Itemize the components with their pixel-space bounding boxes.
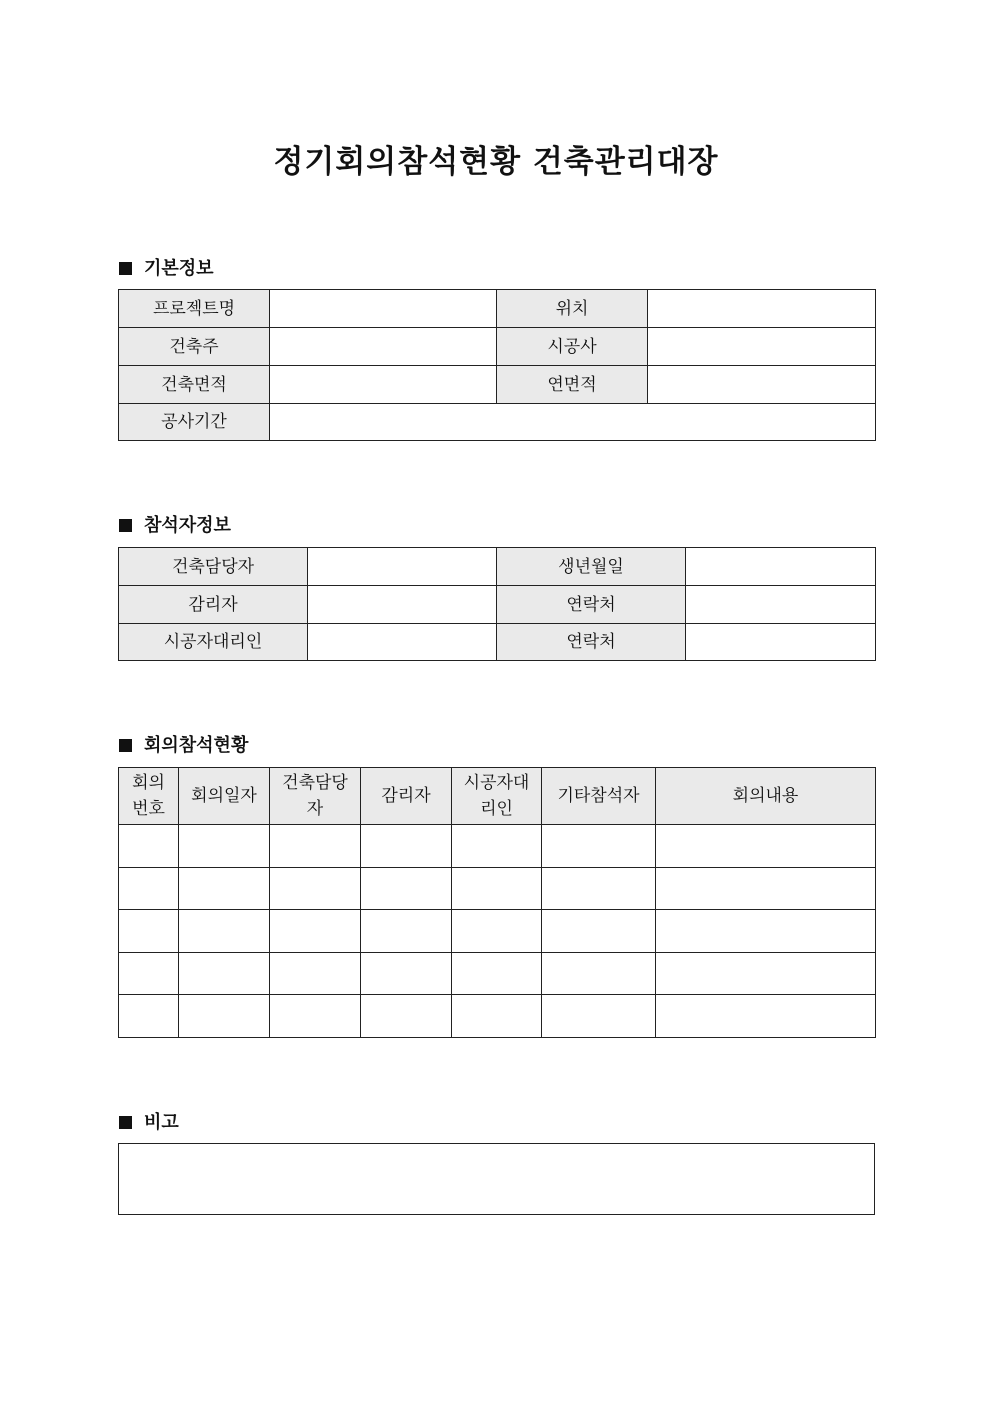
- label-location: 위치: [497, 290, 648, 328]
- architect-field[interactable]: [308, 548, 497, 586]
- section-basic-heading: [119, 254, 214, 280]
- table-cell[interactable]: [270, 910, 361, 953]
- table-row: [119, 910, 876, 953]
- table-cell[interactable]: [656, 868, 876, 910]
- table-cell[interactable]: [656, 995, 876, 1038]
- section-meeting-label: 회의참석현황: [144, 735, 249, 756]
- table-cell[interactable]: [656, 953, 876, 995]
- section-attendee-label: 참석자정보: [144, 515, 231, 536]
- supervisor-field[interactable]: [308, 586, 497, 624]
- table-row: [119, 953, 876, 995]
- table-cell[interactable]: [179, 825, 270, 868]
- contractor-rep-field[interactable]: [308, 624, 497, 661]
- label-total-floor-area: 연면적: [497, 366, 648, 404]
- table-cell[interactable]: [656, 910, 876, 953]
- table-cell[interactable]: [542, 953, 656, 995]
- table-cell[interactable]: [119, 825, 179, 868]
- table-cell[interactable]: [361, 953, 452, 995]
- table-cell[interactable]: [656, 825, 876, 868]
- label-architect: 건축담당자: [119, 548, 308, 586]
- table-cell[interactable]: [179, 953, 270, 995]
- table-cell[interactable]: [270, 995, 361, 1038]
- table-cell[interactable]: [452, 953, 542, 995]
- section-attendee-heading: [119, 511, 231, 537]
- contact-2-field[interactable]: [686, 624, 876, 661]
- total-floor-area-field[interactable]: [648, 366, 876, 404]
- section-remarks-heading: [119, 1108, 179, 1134]
- table-cell[interactable]: [119, 953, 179, 995]
- col-header-meeting-no: 회의 번호: [119, 768, 179, 825]
- meeting-attendance-table: [118, 767, 876, 1038]
- table-cell[interactable]: [119, 868, 179, 910]
- table-cell[interactable]: [542, 868, 656, 910]
- table-cell[interactable]: [361, 868, 452, 910]
- square-bullet-icon: [119, 519, 132, 532]
- table-cell[interactable]: [270, 868, 361, 910]
- remarks-field[interactable]: [119, 1144, 875, 1215]
- square-bullet-icon: [119, 739, 132, 752]
- page-title: 정기회의참석현황 건축관리대장: [273, 144, 719, 180]
- label-contractor: 시공사: [497, 328, 648, 366]
- table-cell[interactable]: [452, 825, 542, 868]
- remarks-table: [118, 1143, 875, 1215]
- table-cell[interactable]: [179, 995, 270, 1038]
- col-header-supervisor: 감리자: [361, 768, 452, 825]
- label-project-name: 프로젝트명: [119, 290, 270, 328]
- construction-period-field[interactable]: [270, 404, 876, 441]
- label-supervisor: 감리자: [119, 586, 308, 624]
- label-contractor-rep: 시공자대리인: [119, 624, 308, 661]
- table-cell[interactable]: [119, 910, 179, 953]
- col-header-meeting-content: 회의내용: [656, 768, 876, 825]
- table-cell[interactable]: [119, 995, 179, 1038]
- col-header-contractor-rep: 시공자대 리인: [452, 768, 542, 825]
- contact-1-field[interactable]: [686, 586, 876, 624]
- project-name-field[interactable]: [270, 290, 497, 328]
- square-bullet-icon: [119, 262, 132, 275]
- table-cell[interactable]: [361, 910, 452, 953]
- contractor-field[interactable]: [648, 328, 876, 366]
- section-meeting-heading: [119, 731, 248, 757]
- col-header-other-attendees: 기타참석자: [542, 768, 656, 825]
- table-cell[interactable]: [179, 868, 270, 910]
- attendee-info-table: [118, 547, 876, 661]
- section-remarks-label: 비고: [144, 1112, 179, 1133]
- table-cell[interactable]: [452, 995, 542, 1038]
- table-row: [119, 825, 876, 868]
- table-cell[interactable]: [452, 910, 542, 953]
- table-cell[interactable]: [270, 825, 361, 868]
- table-row: [119, 995, 876, 1038]
- label-building-area: 건축면적: [119, 366, 270, 404]
- section-basic-label: 기본정보: [144, 258, 214, 279]
- label-owner: 건축주: [119, 328, 270, 366]
- label-construction-period: 공사기간: [119, 404, 270, 441]
- birth-date-field[interactable]: [686, 548, 876, 586]
- table-cell[interactable]: [542, 995, 656, 1038]
- label-contact-1: 연락처: [497, 586, 686, 624]
- table-cell[interactable]: [542, 825, 656, 868]
- col-header-architect: 건축담당 자: [270, 768, 361, 825]
- table-cell[interactable]: [452, 868, 542, 910]
- basic-info-table: [118, 289, 876, 441]
- table-cell[interactable]: [361, 995, 452, 1038]
- table-cell[interactable]: [542, 910, 656, 953]
- table-cell[interactable]: [270, 953, 361, 995]
- label-birth-date: 생년월일: [497, 548, 686, 586]
- square-bullet-icon: [119, 1116, 132, 1129]
- col-header-meeting-date: 회의일자: [179, 768, 270, 825]
- label-contact-2: 연락처: [497, 624, 686, 661]
- owner-field[interactable]: [270, 328, 497, 366]
- table-row: [119, 868, 876, 910]
- table-cell[interactable]: [179, 910, 270, 953]
- table-cell[interactable]: [361, 825, 452, 868]
- building-area-field[interactable]: [270, 366, 497, 404]
- location-field[interactable]: [648, 290, 876, 328]
